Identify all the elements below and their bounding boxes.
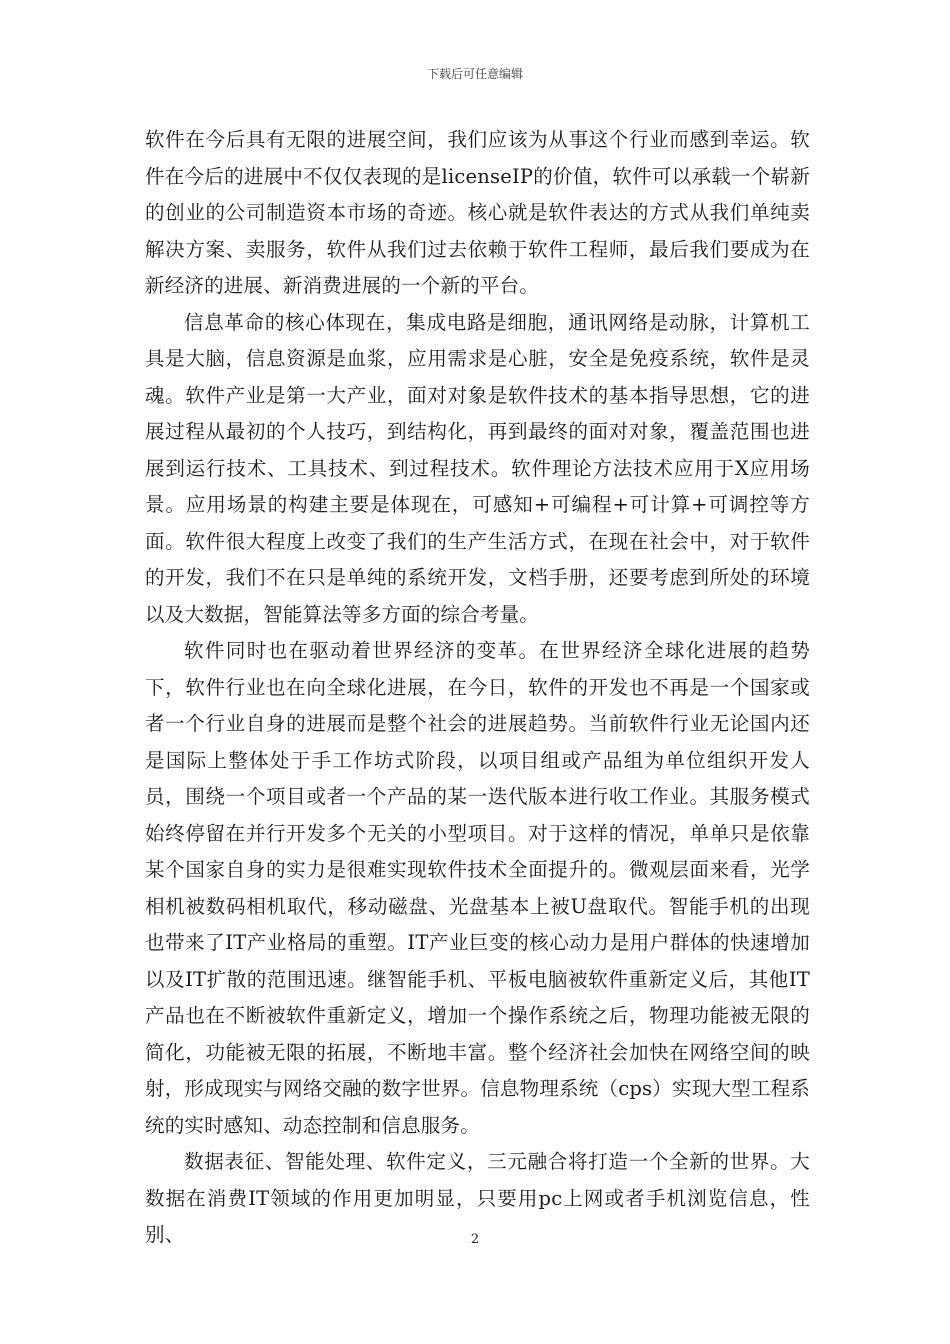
page-header: 下载后可任意编辑 (426, 67, 523, 81)
paragraph-4: 数据表征、智能处理、软件定义，三元融合将打造一个全新的世界。大数据在消费IT领域的作用更加明显，只要用pc上网或者手机浏览信息，性别、 (145, 1150, 810, 1246)
page-number: 2 (470, 1232, 480, 1247)
paragraph-2: 信息革命的核心体现在，集成电路是细胞，通讯网络是动脉，计算机工具是大脑，信息资源是血浆，应用需求是心脏，安全是免疫系统，软件是灵魂。软件产业是第一大产业，面对对象是软件技术的基本指导思想，它的进展过程从最初的个人技巧，到结构化，再到最终的面对对象，覆盖范围也进展到运行技术、工具技术、到过程技术。软件理论方法技术应用于X应用场景。应用场景的构建主要是体现在，可感知+可编程+可计算+可调控等方面。软件很大程度上改变了我们的生产生活方式，在现在社会中，对于软件的开发，我们不在只是单纯的系统开发，文档手册，还要考虑到所处的环境以及大数据，智能算法等多方面的综合考量。 (145, 310, 810, 626)
paragraph-3: 软件同时也在驱动着世界经济的变革。在世界经济全球化进展的趋势下，软件行业也在向全球化进展，在今日，软件的开发也不再是一个国家或者一个行业自身的进展而是整个社会的进展趋势。当前软件行业无论国内还是国际上整体处于手工作坊式阶段，以项目组或产品组为单位组织开发人员，围绕一个项目或者一个产品的某一迭代版本进行收工作业。其服务模式始终停留在并行开发多个无关的小型项目。对于这样的情况，单单只是依靠某个国家自身的实力是很难实现软件技术全面提升的。微观层面来看，光学相机被数码相机取代，移动磁盘、光盘基本上被U盘取代。智能手机的出现也带来了IT产业格局的重塑。IT产业巨变的核心动力是用户群体的快速增加以及IT扩散的范围迅速。继智能手机、平板电脑被软件重新定义后，其他IT产品也在不断被软件重新定义，增加一个操作系统之后，物理功能被无限的简化，功能被无限的拓展，不断地丰富。整个经济社会加快在网络空间的映射，形成现实与网络交融的数字世界。信息物理系统（cps）实现大型工程系统的实时感知、动态控制和信息服务。 (145, 639, 810, 1137)
paragraph-1: 软件在今后具有无限的进展空间，我们应该为从事这个行业而感到幸运。软件在今后的进展中不仅仅表现的是licenseIP的价值，软件可以承载一个崭新的创业的公司制造资本市场的奇迹。核心就是软件表达的方式从我们单纯卖解决方案、卖服务，软件从我们过去依赖于软件工程师，最后我们要成为在新经济的进展、新消费进展的一个新的平台。 (145, 128, 810, 297)
document-body (145, 122, 810, 1254)
